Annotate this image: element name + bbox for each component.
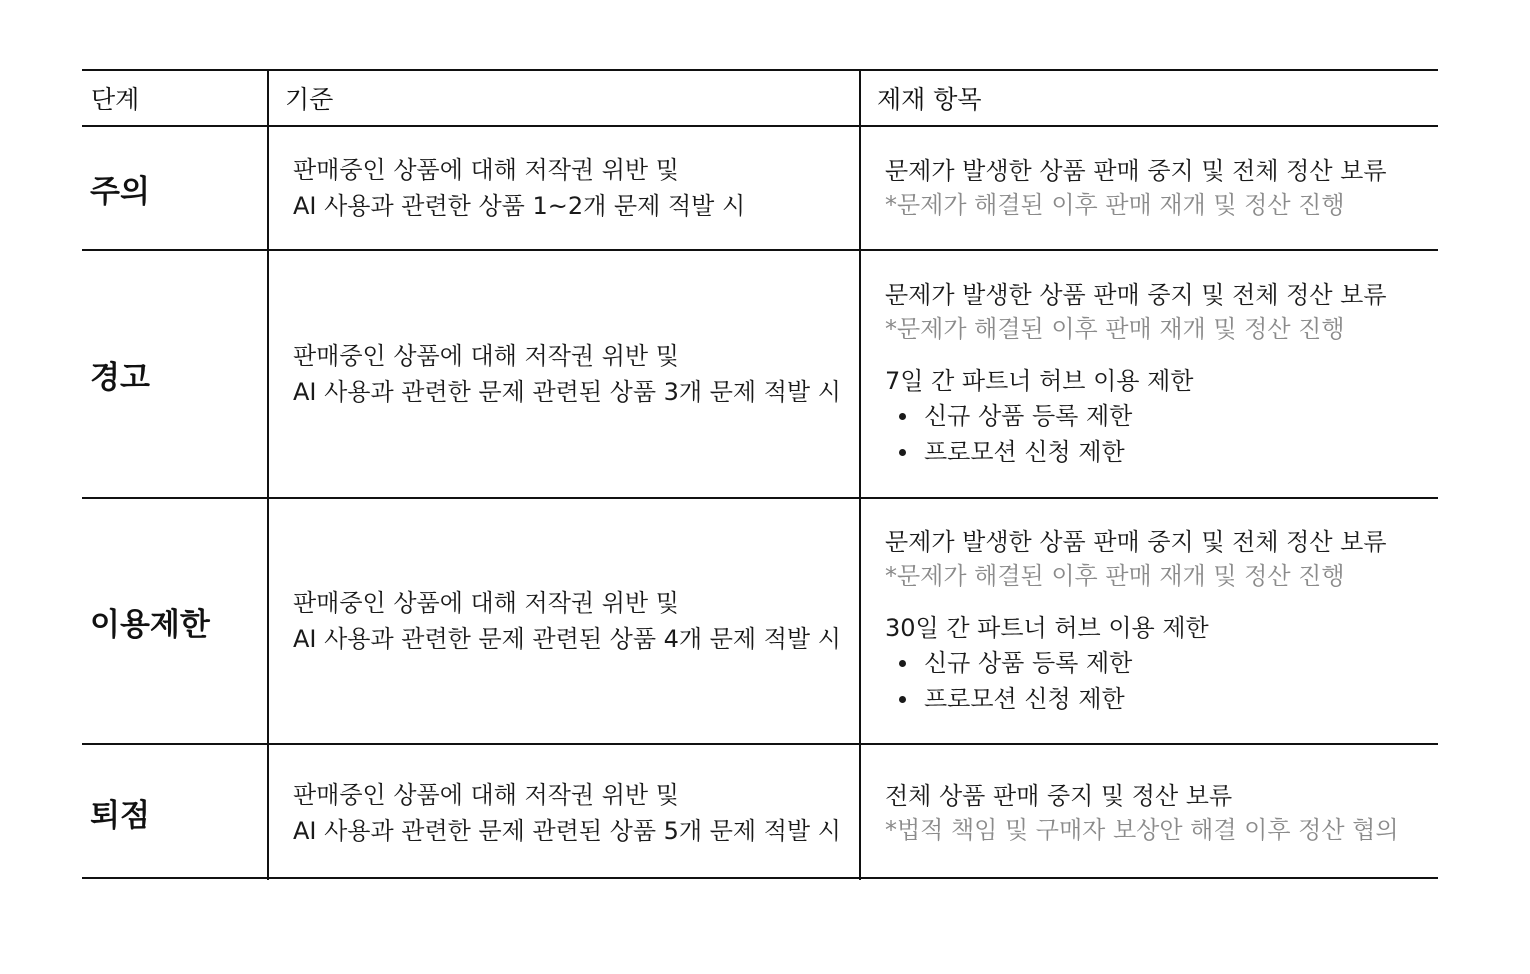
sanction-main: 문제가 발생한 상품 판매 중지 및 전체 정산 보류 xyxy=(885,157,1387,185)
criteria-line: 판매중인 상품에 대해 저작권 위반 및 xyxy=(293,342,679,370)
sanction-note: *문제가 해결된 이후 판매 재개 및 정산 진행 xyxy=(885,562,1345,590)
restriction-item: 신규 상품 등록 제한 xyxy=(924,402,1133,430)
sanction-cell xyxy=(861,127,1438,251)
criteria-line: AI 사용과 관련한 상품 1~2개 문제 적발 시 xyxy=(293,192,746,220)
sanction-cell xyxy=(861,251,1438,499)
restriction-title: 30일 간 파트너 허브 이용 제한 xyxy=(885,614,1209,642)
restriction-item: 신규 상품 등록 제한 xyxy=(924,649,1133,677)
criteria-line: AI 사용과 관련한 문제 관련된 상품 3개 문제 적발 시 xyxy=(293,378,841,406)
bullet-icon xyxy=(899,696,906,703)
criteria-line: 판매중인 상품에 대해 저작권 위반 및 xyxy=(293,156,679,184)
sanction-main: 문제가 발생한 상품 판매 중지 및 전체 정산 보류 xyxy=(885,281,1387,309)
header-sanction: 제재 항목 xyxy=(861,71,1438,127)
criteria-line: AI 사용과 관련한 문제 관련된 상품 5개 문제 적발 시 xyxy=(293,816,841,845)
sanction-main: 문제가 발생한 상품 판매 중지 및 전체 정산 보류 xyxy=(885,528,1387,556)
sanction-note: *문제가 해결된 이후 판매 재개 및 정산 진행 xyxy=(885,191,1345,219)
list-item xyxy=(885,398,1438,434)
sanction-note: *문제가 해결된 이후 판매 재개 및 정산 진행 xyxy=(885,315,1345,343)
sanction-cell xyxy=(861,499,1438,745)
sanction-note: *법적 책임 및 구매자 보상안 해결 이후 정산 협의 xyxy=(885,815,1399,844)
header-stage: 단계 xyxy=(82,71,269,127)
bullet-icon xyxy=(899,449,906,456)
restriction-item: 프로모션 신청 제한 xyxy=(924,685,1125,713)
sanction-main: 전체 상품 판매 중지 및 정산 보류 xyxy=(885,781,1233,810)
criteria-line: 판매중인 상품에 대해 저작권 위반 및 xyxy=(293,589,679,617)
criteria-line: AI 사용과 관련한 문제 관련된 상품 4개 문제 적발 시 xyxy=(293,625,841,653)
sanction-policy-table xyxy=(82,69,1438,879)
restriction-title: 7일 간 파트너 허브 이용 제한 xyxy=(885,367,1194,395)
list-item xyxy=(885,645,1438,681)
bullet-icon xyxy=(899,413,906,420)
header-criteria: 기준 xyxy=(269,71,861,127)
criteria-cell xyxy=(269,127,861,251)
stage-label: 주의 xyxy=(82,127,269,251)
criteria-line: 판매중인 상품에 대해 저작권 위반 및 xyxy=(293,780,679,809)
criteria-cell xyxy=(269,251,861,499)
list-item xyxy=(885,681,1438,717)
stage-label: 퇴점 xyxy=(82,745,269,880)
restriction-item: 프로모션 신청 제한 xyxy=(924,438,1125,466)
list-item xyxy=(885,434,1438,470)
sanction-cell xyxy=(861,745,1438,880)
criteria-cell xyxy=(269,499,861,745)
criteria-cell xyxy=(269,745,861,880)
stage-label: 이용제한 xyxy=(82,499,269,745)
stage-label: 경고 xyxy=(82,251,269,499)
bullet-icon xyxy=(899,660,906,667)
